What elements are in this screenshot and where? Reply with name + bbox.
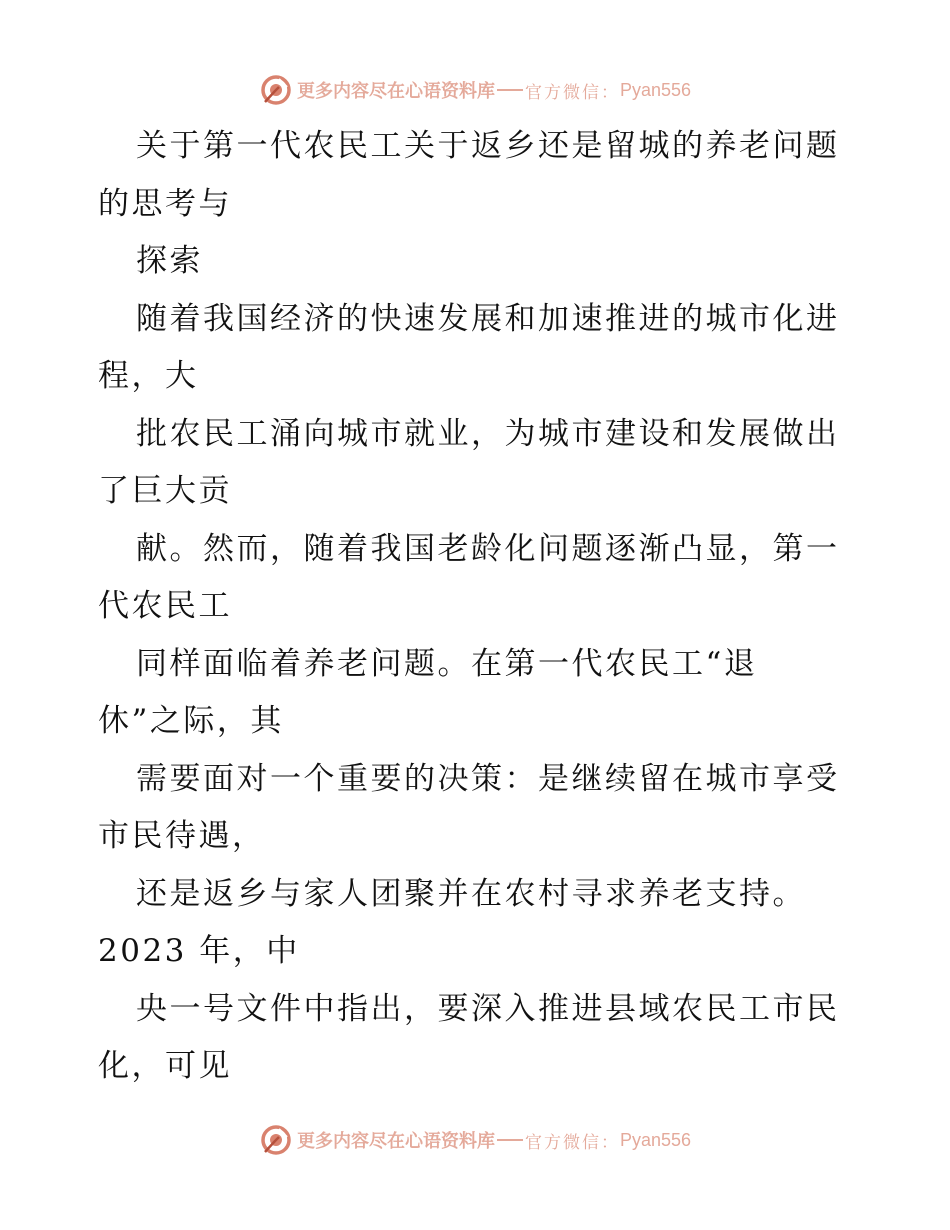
body-line: 献。然而，随着我国老龄化问题逐渐凸显，第一 (136, 530, 840, 567)
body-line: 同样面临着养老问题。在第一代农民工“退 (136, 645, 758, 682)
footer-contact-label: 官方微信： (524, 1132, 620, 1153)
body-line: 程，大 (98, 358, 199, 394)
body-line: 随着我国经济的快速发展和加速推进的城市化进 (136, 300, 840, 337)
header-brand-text: 更多内容尽在心语资料库 (296, 81, 495, 102)
header-contact-id: Pyan556 (619, 79, 692, 100)
brand-logo-icon (259, 73, 293, 107)
body-line: 央一号文件中指出，要深入推进县域农民工市民 (136, 990, 840, 1027)
body-line: 代农民工 (98, 588, 232, 624)
body-line: 市民待遇， (98, 818, 266, 854)
body-line: 化，可见 (98, 1048, 232, 1084)
brand-logo-icon (259, 1123, 293, 1157)
body-line: 了巨大贡 (98, 473, 232, 509)
body-line: 2023 年，中 (98, 933, 300, 969)
header-watermark (0, 68, 950, 112)
footer-dash (497, 1139, 523, 1141)
body-line: 的思考与 (98, 185, 232, 222)
footer-watermark (0, 1118, 950, 1162)
body-line: 批农民工涌向城市就业，为城市建设和发展做出 (136, 415, 840, 452)
body-line: 需要面对一个重要的决策：是继续留在城市享受 (136, 760, 840, 797)
body-line: 休”之际，其 (98, 703, 284, 739)
footer-brand-text: 更多内容尽在心语资料库 (296, 1131, 495, 1152)
body-line: 还是返乡与家人团聚并在农村寻求养老支持。 (136, 875, 806, 912)
body-line: 探索 (136, 243, 203, 279)
body-line: 关于第一代农民工关于返乡还是留城的养老问题 (136, 128, 840, 164)
footer-contact-id: Pyan556 (619, 1129, 692, 1150)
header-contact-label: 官方微信： (524, 82, 620, 103)
header-dash (497, 89, 523, 91)
document-body (98, 118, 858, 1096)
